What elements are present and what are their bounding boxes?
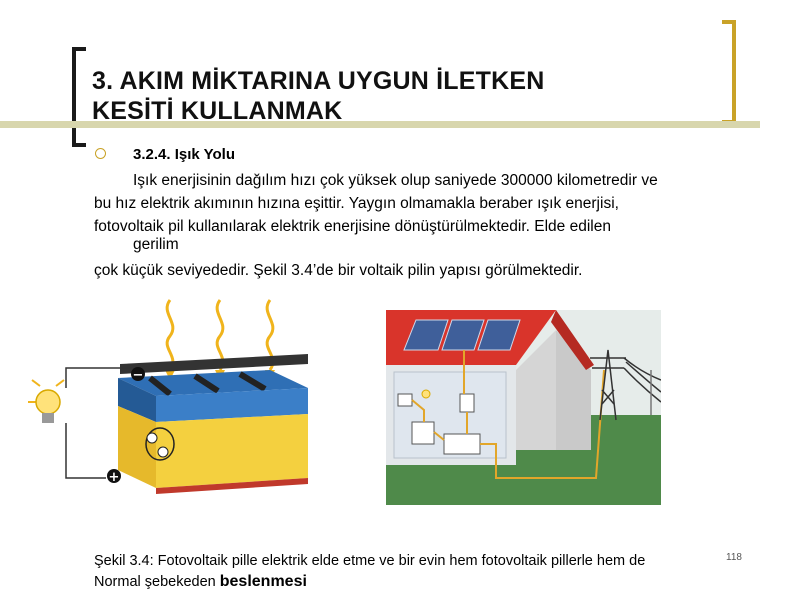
pv-cell-figure — [20, 298, 320, 498]
body-line-2: bu hız elektrik akımının hızına eşittir. Yaygın olmamakla beraber ışık enerjisi, — [94, 195, 619, 212]
body-line-3: fotovoltaik pil kullanılarak elektrik enerjisine dönüştürülmektedir. Elde edilen — [94, 218, 611, 235]
subheading: 3.2.4. Işık Yolu — [133, 146, 235, 163]
body-line-5: çok küçük seviyededir. Şekil 3.4’de bir voltaik pilin yapısı görülmektedir. — [94, 262, 583, 279]
body-line-1: Işık enerjisinin dağılım hızı çok yüksek olup saniyede 300000 kilometredir ve — [133, 172, 658, 189]
right-bracket-decoration — [722, 20, 736, 124]
light-bulb-icon — [28, 380, 64, 423]
figure-caption-line-2 — [94, 572, 307, 592]
page-number: 118 — [726, 552, 742, 563]
body-line-4: gerilim — [133, 236, 179, 253]
plus-terminal-label: + — [108, 470, 120, 485]
minus-terminal-label: − — [132, 368, 144, 383]
left-bracket-decoration — [72, 47, 86, 147]
solar-panels — [404, 320, 520, 350]
slide-title — [92, 66, 545, 126]
house-solar-figure — [386, 310, 661, 505]
figure-caption-line-1: Şekil 3.4: Fotovoltaik pille elektrik elde etme ve bir evin hem fotovoltaik pillerle hem de — [94, 553, 646, 569]
title-line-2: KESİTİ KULLANMAK — [92, 97, 343, 125]
caption-normal-text: Normal şebekeden — [94, 574, 216, 590]
title-line-1: 3. AKIM MİKTARINA UYGUN İLETKEN — [92, 67, 545, 95]
caption-bold-text: beslenmesi — [219, 573, 307, 590]
bullet-icon — [95, 148, 106, 159]
